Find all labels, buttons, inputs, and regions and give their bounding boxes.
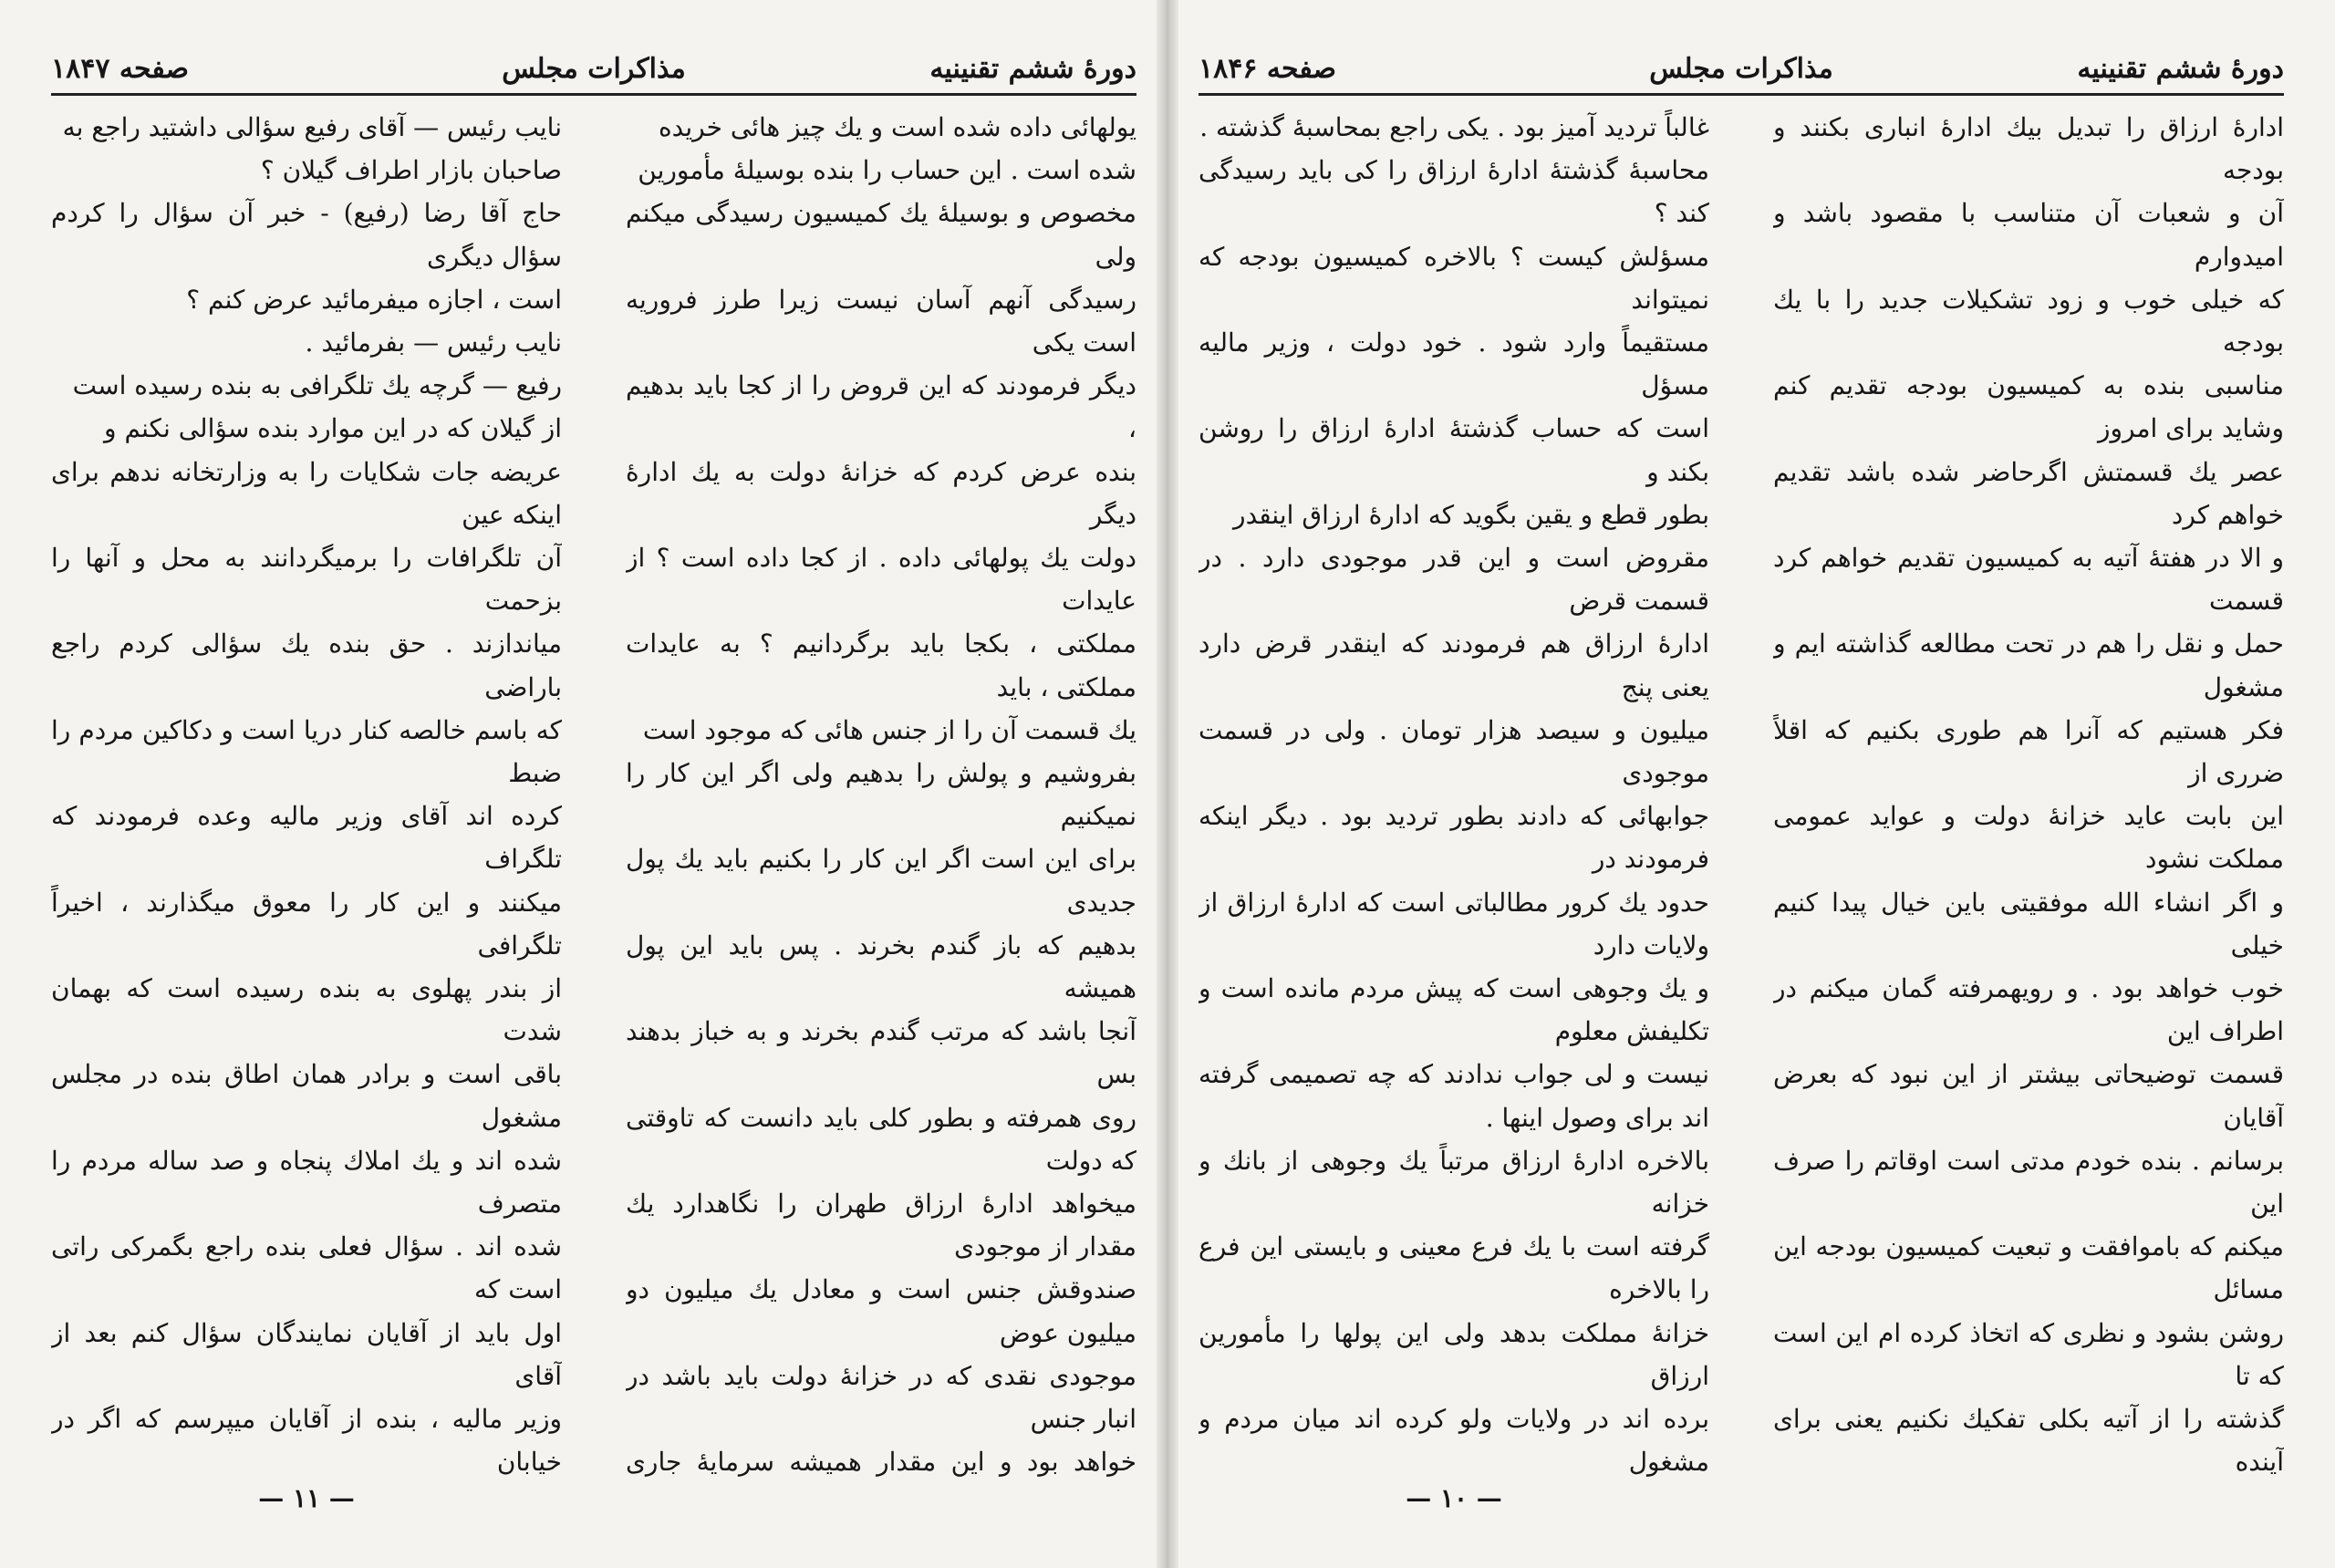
text-line: و الا در هفتهٔ آتیه به کمیسیون تقدیم خواهم کرد قسمت bbox=[1773, 543, 2284, 617]
left-page-page-label: صفحه ۱۸۴۷ bbox=[51, 53, 189, 85]
text-line: صاحبان بازار اطراف گیلان ؟ bbox=[260, 155, 562, 186]
text-line: روشن بشود و نظری که اتخاذ کرده ام این است که تا bbox=[1773, 1317, 2284, 1391]
text-line: میکنم که باموافقت و تبعیت کمیسیون بودجه این مسائل bbox=[1773, 1231, 2284, 1305]
text-line: آنجا باشد که مرتب گندم بخرند و به خباز بدهند بس bbox=[626, 1016, 1136, 1090]
text-line: عصر یك قسمتش اگرحاضر شده باشد تقدیم خواهم کرد bbox=[1773, 456, 2284, 530]
text-line: حمل و نقل را هم در تحت مطالعه گذاشته ایم و مشغول bbox=[1773, 628, 2284, 702]
left-page-footer: — ۱۱ — bbox=[258, 1483, 355, 1513]
text-line: شده اند . سؤال فعلی بنده راجع بگمرکی راتی است که bbox=[51, 1231, 562, 1305]
text-line: که خیلی خوب و زود تشکیلات جدید را با یك بودجه bbox=[1773, 284, 2284, 358]
text-line: میاندازند . حق بنده یك سؤالی کردم راجع باراضی bbox=[51, 628, 562, 702]
text-line: مقروض است و این قدر موجودی دارد . در قسمت قرض bbox=[1199, 543, 1709, 617]
text-line: آن تلگرافات را برمیگردانند به محل و آنها را بزحمت bbox=[51, 543, 562, 617]
text-line: میخواهد ادارهٔ ارزاق طهران را نگاهدارد یك مقدار از موجودی bbox=[626, 1189, 1136, 1262]
text-line: خوب خواهد بود . و رویهمرفته گمان میکنم در اطراف این bbox=[1773, 973, 2284, 1047]
left-page-right-column bbox=[626, 106, 1136, 1479]
right-page-header-rule bbox=[1199, 93, 2284, 96]
right-page-right-column bbox=[1773, 106, 2284, 1479]
text-line: فکر هستیم که آنرا هم طوری بکنیم که اقلاً ضرری از bbox=[1773, 714, 2284, 789]
text-line: خواهد بود و این مقدار همیشه سرمایهٔ جاری bbox=[626, 1447, 1136, 1478]
text-line: شده اند و یك املاك پنجاه و صد ساله مردم را متصرف bbox=[51, 1145, 562, 1220]
text-line: جوابهائی که دادند بطور تردید بود . دیگر اینکه فرمودند در bbox=[1199, 801, 1709, 875]
text-line: دیگر فرمودند که این قروض را از کجا باید بدهیم ، bbox=[626, 370, 1136, 444]
right-page-title: مذاکرات مجلس bbox=[1649, 53, 1833, 85]
text-line: حدود یك کرور مطالباتی است که ادارهٔ ارزاق از ولایات دارد bbox=[1199, 887, 1709, 961]
text-line: مناسبی بنده به کمیسیون بودجه تقدیم کنم وشاید برای امروز bbox=[1773, 370, 2284, 444]
text-line: کرده اند آقای وزیر مالیه وعده فرمودند که تلگراف bbox=[51, 801, 562, 875]
text-line: برای این است اگر این کار را بکنیم باید یك پول جدیدی bbox=[626, 844, 1136, 918]
text-line: یولهائی داده شده است و یك چیز هائی خریده bbox=[659, 112, 1136, 142]
text-line: ادارهٔ ارزاق هم فرمودند که اینقدر قرض دارد یعنی پنج bbox=[1199, 628, 1709, 702]
text-line: نایب رئیس — آقای رفیع سؤالی داشتید راجع به bbox=[62, 112, 562, 142]
text-line: است ، اجازه میفرمائید عرض کنم ؟ bbox=[186, 284, 562, 315]
text-line: روی همرفته و بطور کلی باید دانست که تاوقتی که دولت bbox=[626, 1102, 1136, 1176]
text-line: مملکتی ، بکجا باید برگردانیم ؟ به عایدات مملکتی ، باید bbox=[626, 628, 1136, 702]
text-line: رفیع — گرچه یك تلگرافی به بنده رسیده است bbox=[72, 370, 562, 401]
left-page-header-rule bbox=[51, 93, 1136, 96]
text-line: حاج آقا رضا (رفیع) - خبر آن سؤال را کردم سؤال دیگری bbox=[51, 198, 562, 272]
text-line: گرفته است با یك فرع معینی و بایستی این فرع را بالاخره bbox=[1199, 1231, 1709, 1305]
right-page-footer: — ۱۰ — bbox=[1406, 1483, 1502, 1513]
text-line: عریضه جات شکایات را به وزارتخانه ندهم برای اینکه عین bbox=[51, 456, 562, 530]
text-line: و یك وجوهی است که پیش مردم مانده است و تکلیفش معلوم bbox=[1199, 973, 1709, 1047]
text-line: غالباً تردید آمیز بود . یکی راجع بمحاسبهٔ گذشته . bbox=[1199, 112, 1709, 142]
text-line: نایب رئیس — بفرمائید . bbox=[305, 327, 562, 358]
right-page-left-column bbox=[1199, 106, 1709, 1479]
text-line: بفروشیم و پولش را بدهیم ولی اگر این کار را نمیکنیم bbox=[626, 758, 1136, 832]
text-line: بالاخره ادارهٔ ارزاق مرتباً یك وجوهی از بانك و خزانه bbox=[1199, 1145, 1709, 1220]
left-page-running-head bbox=[51, 47, 1136, 97]
text-line: وزیر مالیه ، بنده از آقایان میپرسم که اگر در خیابان bbox=[51, 1404, 562, 1478]
text-line: میلیون و سیصد هزار تومان . ولی در قسمت موجودی bbox=[1199, 714, 1709, 789]
text-line: برده اند در ولایات ولو کرده اند میان مردم و مشغول bbox=[1199, 1404, 1709, 1478]
text-line: رسیدگی آنهم آسان نیست زیرا طرز فروریه است یکی bbox=[626, 284, 1136, 358]
text-line: قسمت توضیحاتی بیشتر از این نبود که بعرض آقایان bbox=[1773, 1059, 2284, 1133]
text-line: از بندر پهلوی به بنده رسیده است که بهمان شدت bbox=[51, 973, 562, 1047]
right-page-page-label: صفحه ۱۸۴۶ bbox=[1199, 53, 1336, 85]
text-line: از گیلان که در این موارد بنده سؤالی نکنم و bbox=[104, 413, 562, 444]
text-line: این بابت عاید خزانهٔ دولت و عواید عمومی مملکت نشود bbox=[1773, 801, 2284, 875]
text-line: خزانهٔ مملکت بدهد ولی این پولها را مأمورین ارزاق bbox=[1199, 1317, 1709, 1391]
text-line: صندوقش جنس است و معادل یك میلیون دو میلیون عوض bbox=[626, 1274, 1136, 1348]
text-line: برسانم . بنده خودم مدتی است اوقاتم را صرف این bbox=[1773, 1145, 2284, 1220]
text-line: گذشته را از آتیه بکلی تفکیك نکنیم یعنی برای آینده bbox=[1773, 1404, 2284, 1478]
text-line: بنده عرض کردم که خزانهٔ دولت به یك ادارهٔ دیگر bbox=[626, 456, 1136, 530]
text-line: مسؤلش کیست ؟ بالاخره کمیسیون بودجه که نمیتواند bbox=[1199, 241, 1709, 315]
right-page-running-head bbox=[1199, 47, 2284, 97]
text-line: و اگر انشاء الله موفقیتی باین خیال پیدا کنیم خیلی bbox=[1773, 887, 2284, 961]
right-page bbox=[1199, 0, 2284, 1568]
text-line: ادارهٔ ارزاق را تبدیل بیك ادارهٔ انباری بکنند و بودجه bbox=[1773, 112, 2284, 186]
text-line: است که حساب گذشتهٔ ادارهٔ ارزاق را روشن بکند و bbox=[1199, 413, 1709, 487]
book-gutter bbox=[1157, 0, 1178, 1568]
left-page bbox=[51, 0, 1136, 1568]
left-page-left-column bbox=[51, 106, 562, 1479]
text-line: میکنند و این کار را معوق میگذارند ، اخیراً تلگرافی bbox=[51, 887, 562, 961]
text-line: بطور قطع و یقین بگوید که ادارهٔ ارزاق اینقدر bbox=[1233, 499, 1709, 530]
text-line: که باسم خالصه کنار دریا است و دکاکین مردم را ضبط bbox=[51, 714, 562, 789]
text-line: محاسبهٔ گذشتهٔ ادارهٔ ارزاق را کی باید رسیدگی کند ؟ bbox=[1199, 155, 1709, 229]
text-line: اول باید از آقایان نمایندگان سؤال کنم بعد از آقای bbox=[51, 1317, 562, 1391]
text-line: باقی است و برادر همان اطاق بنده در مجلس مشغول bbox=[51, 1059, 562, 1133]
text-line: شده است . این حساب را بنده بوسیلهٔ مأمورین bbox=[638, 155, 1136, 186]
text-line: نیست و لی جواب ندادند که چه تصمیمی گرفته اند برای وصول اینها . bbox=[1199, 1059, 1709, 1133]
text-line: مستقیماً وارد شود . خود دولت ، وزیر مالیه مسؤل bbox=[1199, 327, 1709, 401]
text-line: مخصوص و بوسیلهٔ یك کمیسیون رسیدگی میکنم ولی bbox=[626, 198, 1136, 272]
text-line: دولت یك پولهائی داده . از کجا داده است ؟ از عایدات bbox=[626, 543, 1136, 617]
text-line: یك قسمت آن را از جنس هائی که موجود است bbox=[642, 714, 1136, 745]
right-page-session-label: دورهٔ ششم تقنینیه bbox=[2077, 53, 2284, 85]
left-page-session-label: دورهٔ ششم تقنینیه bbox=[929, 53, 1136, 85]
text-line: بدهیم که باز گندم بخرند . پس باید این پول همیشه bbox=[626, 929, 1136, 1004]
text-line: موجودی نقدی که در خزانهٔ دولت باید باشد در انبار جنس bbox=[626, 1360, 1136, 1435]
text-line: آن و شعبات آن متناسب با مقصود باشد و امیدوارم bbox=[1773, 198, 2284, 272]
left-page-title: مذاکرات مجلس bbox=[502, 53, 686, 85]
